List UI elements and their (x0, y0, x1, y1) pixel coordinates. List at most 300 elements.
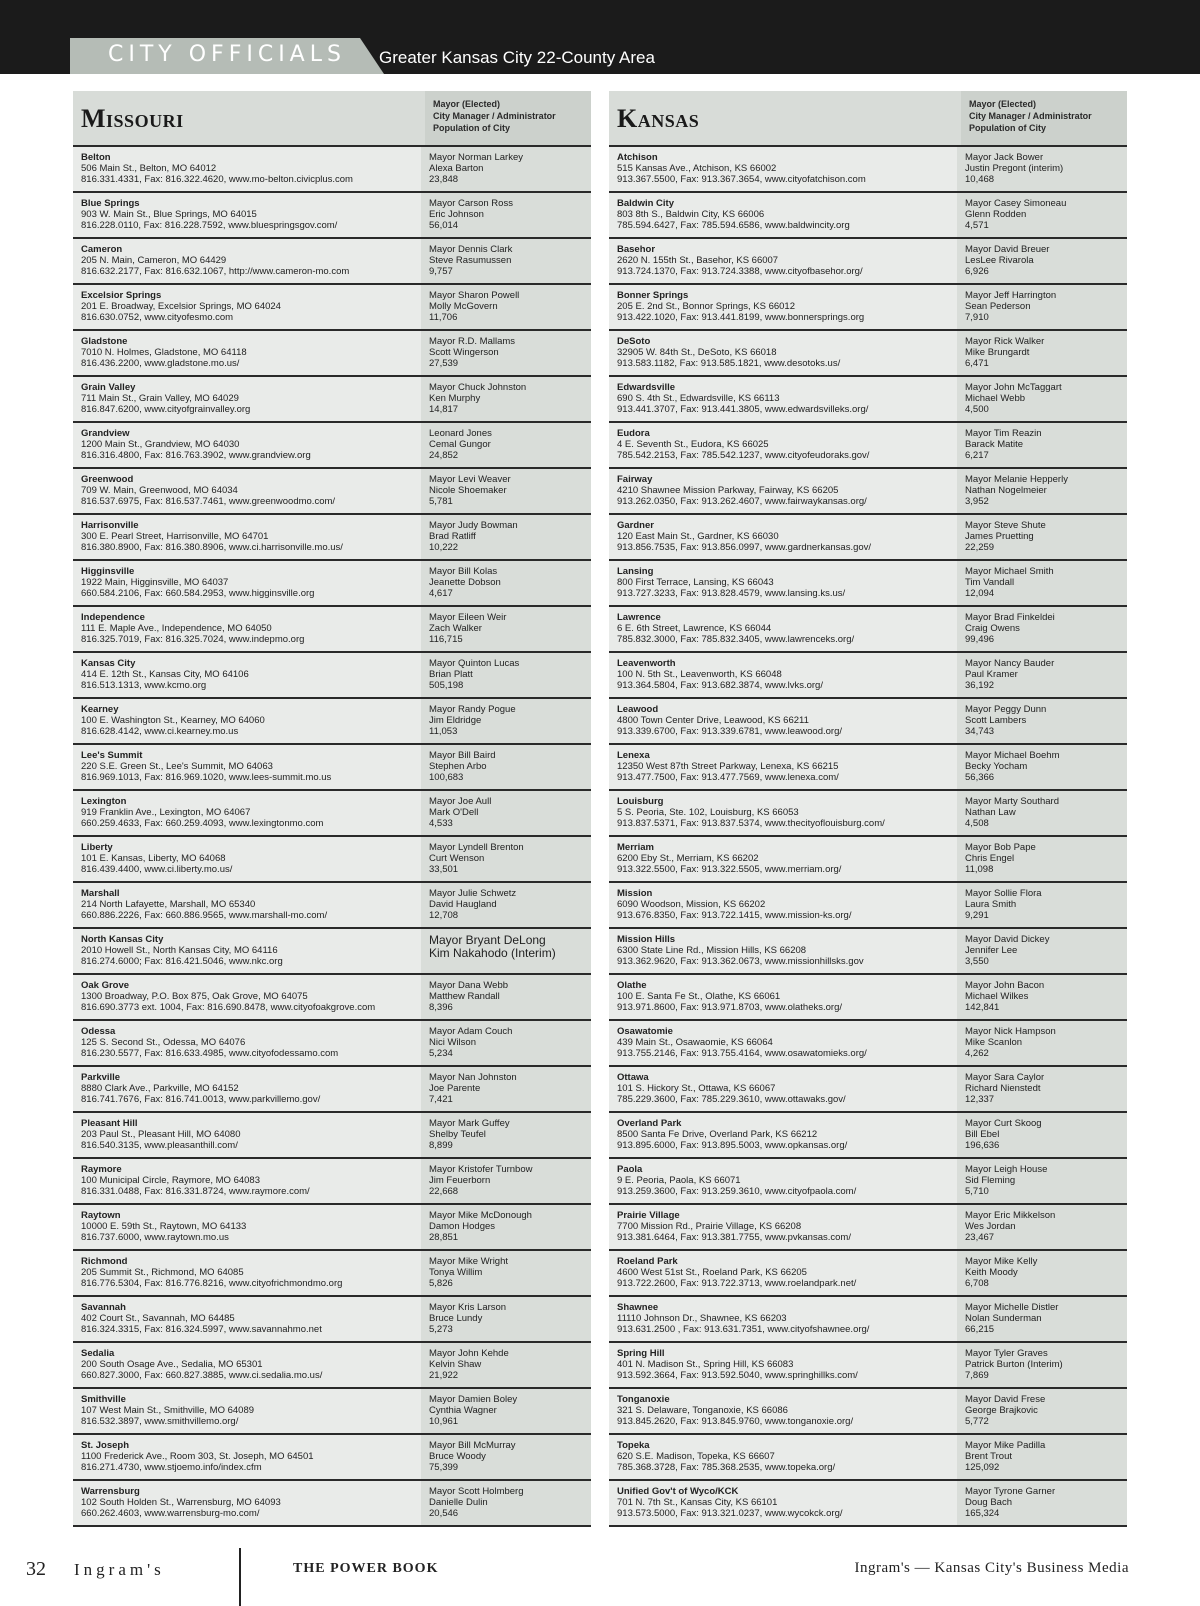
city-name: Harrisonville (81, 520, 139, 531)
column-header-line: Population of City (433, 123, 510, 133)
table-row (609, 1389, 1127, 1435)
mayor-name: Mayor Joe Aull (429, 796, 492, 807)
city-address: 4 E. Seventh St., Eudora, KS 66025 (617, 439, 769, 450)
population-value: 23,467 (965, 1232, 995, 1243)
city-address: 401 N. Madison St., Spring Hill, KS 66083 (617, 1359, 794, 1370)
population-value: 7,910 (965, 312, 989, 323)
city-contact: 913.259.3600, Fax: 913.259.3610, www.cityofpaola.com/ (617, 1186, 857, 1197)
city-info-cell (609, 699, 957, 743)
mayor-name: Mayor Sollie Flora (965, 888, 1042, 899)
city-info-cell (73, 1481, 421, 1525)
population-value: 27,539 (429, 358, 459, 369)
city-info-cell (73, 285, 421, 329)
manager-name: Justin Pregont (interim) (965, 163, 1064, 174)
city-name: Spring Hill (617, 1348, 665, 1359)
population-value: 5,772 (965, 1416, 989, 1427)
mayor-name: Mayor Bill McMurray (429, 1440, 516, 1451)
mayor-name: Mayor David Dickey (965, 934, 1050, 945)
city-info-cell (609, 1297, 957, 1341)
city-contact: 913.755.2146, Fax: 913.755.4164, www.osawatomieks.org/ (617, 1048, 867, 1059)
city-name: Odessa (81, 1026, 116, 1037)
city-address: 8500 Santa Fe Drive, Overland Park, KS 66212 (617, 1129, 818, 1140)
city-address: 690 S. 4th St., Edwardsville, KS 66113 (617, 393, 780, 404)
mayor-name: Mayor Mark Guffey (429, 1118, 510, 1129)
mayor-name: Mayor Brad Finkeldei (965, 612, 1055, 623)
mayor-name: Mayor David Breuer (965, 244, 1050, 255)
city-name: Warrensburg (81, 1486, 140, 1497)
city-address: 100 E. Washington St., Kearney, MO 64060 (81, 715, 265, 726)
city-address: 2010 Howell St., North Kansas City, MO 64116 (81, 945, 278, 956)
city-contact: 660.262.4603, www.warrensburg-mo.com/ (81, 1508, 260, 1519)
mayor-name: Mayor Chuck Johnston (429, 382, 527, 393)
city-contact: 913.339.6700, Fax: 913.339.6781, www.leawood.org/ (617, 726, 842, 737)
table-row (73, 1067, 591, 1113)
manager-name: Michael Wilkes (965, 991, 1029, 1002)
city-info-cell (609, 653, 957, 697)
mayor-name: Mayor R.D. Mallams (429, 336, 516, 347)
city-info-cell (73, 1159, 421, 1203)
officials-cell (957, 1435, 1127, 1479)
manager-name: Wes Jordan (965, 1221, 1016, 1232)
officials-cell (957, 1205, 1127, 1249)
manager-name: Jim Eldridge (429, 715, 482, 726)
manager-name: Laura Smith (965, 899, 1017, 910)
mayor-name: Mayor Melanie Hepperly (965, 474, 1068, 485)
column-header-line: City Manager / Administrator (969, 111, 1092, 121)
city-contact: 660.259.4633, Fax: 660.259.4093, www.lexingtonmo.com (81, 818, 324, 829)
officials-cell (421, 745, 591, 789)
population-value: 24,852 (429, 450, 459, 461)
city-name: Smithville (81, 1394, 126, 1405)
population-value: 125,092 (965, 1462, 1000, 1473)
city-address: 515 Kansas Ave., Atchison, KS 66002 (617, 163, 777, 174)
city-contact: 913.676.8350, Fax: 913.722.1415, www.mission-ks.org/ (617, 910, 852, 921)
city-info-cell (609, 1389, 957, 1433)
manager-name: Mike Scanlon (965, 1037, 1023, 1048)
mayor-name: Mayor Dennis Clark (429, 244, 513, 255)
city-name: DeSoto (617, 336, 651, 347)
population-value: 4,500 (965, 404, 989, 415)
city-address: 4800 Town Center Drive, Leawood, KS 66211 (617, 715, 809, 726)
population-value: 6,217 (965, 450, 989, 461)
city-name: Pleasant Hill (81, 1118, 138, 1129)
city-address: 1922 Main, Higginsville, MO 64037 (81, 577, 229, 588)
manager-name: Matthew Randall (429, 991, 500, 1002)
city-contact: 913.856.7535, Fax: 913.856.0997, www.gardnerkansas.gov/ (617, 542, 872, 553)
table-row (609, 1297, 1127, 1343)
city-name: Liberty (81, 842, 113, 853)
city-name: Leavenworth (617, 658, 676, 669)
table-row (609, 1343, 1127, 1389)
manager-name: Danielle Dulin (429, 1497, 488, 1508)
population-value: 56,014 (429, 220, 459, 231)
city-address: 903 W. Main St., Blue Springs, MO 64015 (81, 209, 257, 220)
manager-name: Brad Ratliff (429, 531, 476, 542)
table-row (609, 1067, 1127, 1113)
column-header (961, 91, 1127, 145)
mayor-name: Mayor Nick Hampson (965, 1026, 1056, 1037)
city-contact: 816.271.4730, www.stjoemo.info/index.cfm (81, 1462, 262, 1473)
population-value: 11,706 (429, 312, 458, 323)
table-row (73, 1205, 591, 1251)
city-name: Atchison (617, 152, 658, 163)
mayor-name: Mayor Carson Ross (429, 198, 513, 209)
table-row (73, 653, 591, 699)
city-address: 321 S. Delaware, Tonganoxie, KS 66086 (617, 1405, 788, 1416)
manager-name: Bruce Lundy (429, 1313, 483, 1324)
city-info-cell (609, 147, 957, 191)
city-info-cell (609, 1343, 957, 1387)
city-name: Lansing (617, 566, 654, 577)
city-address: 6200 Eby St., Merriam, KS 66202 (617, 853, 759, 864)
population-value: 11,098 (965, 864, 994, 875)
officials-cell (421, 1343, 591, 1387)
table-row (609, 883, 1127, 929)
manager-name: Kim Nakahodo (Interim) (429, 946, 556, 960)
city-name: Unified Gov't of Wyco/KCK (617, 1486, 739, 1497)
population-value: 100,683 (429, 772, 464, 783)
officials-cell (421, 975, 591, 1019)
officials-cell (421, 1113, 591, 1157)
table-row (609, 239, 1127, 285)
city-info-cell (609, 791, 957, 835)
officials-cell (421, 1481, 591, 1525)
city-contact: 785.832.3000, Fax: 785.832.3405, www.lawrenceks.org/ (617, 634, 855, 645)
city-name: Louisburg (617, 796, 664, 807)
city-contact: 816.630.0752, www.cityofesmo.com (81, 312, 234, 323)
manager-name: Shelby Teufel (429, 1129, 486, 1140)
footer-divider (239, 1548, 241, 1606)
city-info-cell (73, 929, 421, 973)
population-value: 5,234 (429, 1048, 453, 1059)
city-name: Overland Park (617, 1118, 682, 1129)
manager-name: George Brajkovic (965, 1405, 1038, 1416)
population-value: 10,222 (429, 542, 459, 553)
population-value: 8,396 (429, 1002, 453, 1013)
table-row (73, 515, 591, 561)
city-contact: 913.441.3707, Fax: 913.441.3805, www.edwardsvilleks.org/ (617, 404, 869, 415)
city-contact: 913.971.8600, Fax: 913.971.8703, www.olatheks.org/ (617, 1002, 842, 1013)
city-address: 7700 Mission Rd., Prairie Village, KS 66208 (617, 1221, 802, 1232)
table-row (73, 745, 591, 791)
population-value: 6,708 (965, 1278, 989, 1289)
manager-name: Joe Parente (429, 1083, 481, 1094)
population-value: 12,708 (429, 910, 459, 921)
city-address: 220 S.E. Green St., Lee's Summit, MO 64063 (81, 761, 273, 772)
city-contact: 816.316.4800, Fax: 816.763.3902, www.grandview.org (81, 450, 311, 461)
city-contact: 785.594.6427, Fax: 785.594.6586, www.baldwincity.org (617, 220, 850, 231)
city-info-cell (609, 377, 957, 421)
city-address: 200 South Osage Ave., Sedalia, MO 65301 (81, 1359, 263, 1370)
officials-cell (421, 285, 591, 329)
table-row (609, 1159, 1127, 1205)
city-info-cell (73, 1205, 421, 1249)
city-address: 439 Main St., Osawaomie, KS 66064 (617, 1037, 773, 1048)
officials-cell (421, 653, 591, 697)
manager-name: Alexa Barton (429, 163, 484, 174)
city-name: Baldwin City (617, 198, 675, 209)
manager-name: Stephen Arbo (429, 761, 487, 772)
city-name: Tonganoxie (617, 1394, 670, 1405)
table-row (609, 147, 1127, 193)
city-info-cell (73, 239, 421, 283)
population-value: 23,848 (429, 174, 459, 185)
city-name: Cameron (81, 244, 123, 255)
city-address: 205 Summit St., Richmond, MO 64085 (81, 1267, 244, 1278)
officials-cell (421, 929, 591, 973)
manager-name: Tim Vandall (965, 577, 1015, 588)
city-address: 107 West Main St., Smithville, MO 64089 (81, 1405, 255, 1416)
table-row (73, 791, 591, 837)
officials-cell (421, 193, 591, 237)
city-contact: 913.724.1370, Fax: 913.724.3388, www.cityofbasehor.org/ (617, 266, 863, 277)
city-address: 709 W. Main, Greenwood, MO 64034 (81, 485, 238, 496)
manager-name: Nathan Nogelmeier (965, 485, 1047, 496)
table-row (73, 1343, 591, 1389)
city-info-cell (73, 1389, 421, 1433)
population-value: 4,533 (429, 818, 453, 829)
city-address: 102 South Holden St., Warrensburg, MO 64093 (81, 1497, 281, 1508)
city-address: 1100 Frederick Ave., Room 303, St. Joseph, MO 64501 (81, 1451, 314, 1462)
city-name: Bonner Springs (617, 290, 689, 301)
manager-name: Eric Johnson (429, 209, 484, 220)
city-address: 32905 W. 84th St., DeSoto, KS 66018 (617, 347, 777, 358)
mayor-name: Mayor Michael Smith (965, 566, 1054, 577)
city-address: 9 E. Peoria, Paola, KS 66071 (617, 1175, 741, 1186)
state-title: Kansas (617, 104, 700, 133)
city-info-cell (609, 561, 957, 605)
officials-cell (421, 1067, 591, 1111)
city-info-cell (609, 1205, 957, 1249)
officials-cell (957, 929, 1127, 973)
table-row (609, 699, 1127, 745)
population-value: 9,757 (429, 266, 453, 277)
city-name: Lee's Summit (81, 750, 143, 761)
city-name: Basehor (617, 244, 656, 255)
city-contact: 816.737.6000, www.raytown.mo.us (81, 1232, 229, 1243)
city-address: 803 8th S., Baldwin City, KS 66006 (617, 209, 765, 220)
manager-name: Cynthia Wagner (429, 1405, 497, 1416)
manager-name: LesLee Rivarola (965, 255, 1034, 266)
city-info-cell (609, 285, 957, 329)
city-address: 800 First Terrace, Lansing, KS 66043 (617, 577, 774, 588)
city-name: Savannah (81, 1302, 126, 1313)
table-row (73, 883, 591, 929)
city-name: Grain Valley (81, 382, 136, 393)
city-name: Excelsior Springs (81, 290, 162, 301)
table-row (73, 1113, 591, 1159)
table-row (73, 975, 591, 1021)
page-footer (0, 1548, 1200, 1606)
mayor-name: Mayor Bill Baird (429, 750, 496, 761)
mayor-name: Leonard Jones (429, 428, 492, 439)
officials-cell (421, 515, 591, 559)
city-name: Oak Grove (81, 980, 130, 991)
table-row (609, 377, 1127, 423)
city-contact: 660.827.3000, Fax: 660.827.3885, www.ci.sedalia.mo.us/ (81, 1370, 323, 1381)
city-contact: 816.230.5577, Fax: 816.633.4985, www.cityofodessamo.com (81, 1048, 339, 1059)
manager-name: Craig Owens (965, 623, 1020, 634)
city-name: Marshall (81, 888, 120, 899)
missouri-panel (73, 91, 591, 1527)
city-info-cell (73, 1251, 421, 1295)
city-contact: 816.436.2200, www.gladstone.mo.us/ (81, 358, 240, 369)
table-row (73, 1159, 591, 1205)
city-address: 402 Court St., Savannah, MO 64485 (81, 1313, 235, 1324)
page-number: 32 (26, 1558, 46, 1580)
manager-name: Doug Bach (965, 1497, 1013, 1508)
table-row (609, 1251, 1127, 1297)
officials-cell (957, 975, 1127, 1019)
manager-name: Richard Nienstedt (965, 1083, 1041, 1094)
table-row (609, 331, 1127, 377)
city-name: Kearney (81, 704, 119, 715)
city-info-cell (73, 561, 421, 605)
officials-cell (957, 1481, 1127, 1525)
mayor-name: Mayor Marty Southard (965, 796, 1059, 807)
mayor-name: Mayor Peggy Dunn (965, 704, 1047, 715)
city-name: Roeland Park (617, 1256, 678, 1267)
city-info-cell (73, 331, 421, 375)
population-value: 36,192 (965, 680, 995, 691)
table-row (73, 285, 591, 331)
city-info-cell (73, 975, 421, 1019)
officials-cell (957, 653, 1127, 697)
city-contact: 913.583.1182, Fax: 913.585.1821, www.desotoks.us/ (617, 358, 841, 369)
officials-cell (421, 331, 591, 375)
city-name: Topeka (617, 1440, 650, 1451)
city-contact: 913.895.6000, Fax: 913.895.5003, www.opkansas.org/ (617, 1140, 848, 1151)
city-info-cell (609, 607, 957, 651)
city-contact: 816.847.6200, www.cityofgrainvalley.org (81, 404, 251, 415)
manager-name: Ken Murphy (429, 393, 481, 404)
officials-cell (421, 1251, 591, 1295)
city-info-cell (609, 929, 957, 973)
city-name: Gladstone (81, 336, 128, 347)
city-address: 125 S. Second St., Odessa, MO 64076 (81, 1037, 246, 1048)
population-value: 3,550 (965, 956, 989, 967)
population-value: 20,546 (429, 1508, 459, 1519)
city-address: 205 N. Main, Cameron, MO 64429 (81, 255, 227, 266)
city-contact: 816.228.0110, Fax: 816.228.7592, www.bluespringsgov.com/ (81, 220, 338, 231)
city-name: Osawatomie (617, 1026, 673, 1037)
city-contact: 913.362.9620, Fax: 913.362.0673, www.missionhillsks.gov (617, 956, 864, 967)
officials-cell (421, 1159, 591, 1203)
officials-cell (421, 837, 591, 881)
manager-name: Paul Kramer (965, 669, 1018, 680)
mayor-name: Mayor Jack Bower (965, 152, 1044, 163)
city-address: 506 Main St., Belton, MO 64012 (81, 163, 217, 174)
section-title: CITY OFFICIALS (108, 42, 346, 67)
city-address: 1200 Main St., Grandview, MO 64030 (81, 439, 240, 450)
table-row (609, 607, 1127, 653)
kansas-header (609, 91, 1127, 147)
population-value: 4,617 (429, 588, 453, 599)
city-name: Fairway (617, 474, 653, 485)
mayor-name: Mayor Tim Reazin (965, 428, 1042, 439)
population-value: 165,324 (965, 1508, 1000, 1519)
city-address: 101 S. Hickory St., Ottawa, KS 66067 (617, 1083, 776, 1094)
city-info-cell (73, 699, 421, 743)
city-info-cell (73, 1297, 421, 1341)
city-info-cell (609, 837, 957, 881)
city-contact: 913.631.2500 , Fax: 913.631.7351, www.cityofshawnee.org/ (617, 1324, 870, 1335)
table-row (609, 1205, 1127, 1251)
column-header-line: City Manager / Administrator (433, 111, 556, 121)
table-row (73, 147, 591, 193)
officials-cell (957, 469, 1127, 513)
city-info-cell (609, 745, 957, 789)
city-address: 5 S. Peoria, Ste. 102, Louisburg, KS 66053 (617, 807, 799, 818)
city-contact: 913.364.5804, Fax: 913.682.3874, www.lvks.org/ (617, 680, 823, 691)
mayor-name: Mayor Levi Weaver (429, 474, 511, 485)
table-row (609, 1021, 1127, 1067)
city-address: 101 E. Kansas, Liberty, MO 64068 (81, 853, 226, 864)
manager-name: Nolan Sunderman (965, 1313, 1042, 1324)
mayor-name: Mayor Eric Mikkelson (965, 1210, 1056, 1221)
state-title: Missouri (81, 104, 184, 133)
population-value: 10,468 (965, 174, 995, 185)
officials-cell (957, 331, 1127, 375)
population-value: 116,715 (429, 634, 463, 645)
city-address: 300 E. Pearl Street, Harrisonville, MO 64701 (81, 531, 269, 542)
table-row (73, 1021, 591, 1067)
manager-name: Glenn Rodden (965, 209, 1027, 220)
city-contact: 816.439.4400, www.ci.liberty.mo.us/ (81, 864, 233, 875)
population-value: 34,743 (965, 726, 995, 737)
table-row (73, 423, 591, 469)
officials-cell (957, 1113, 1127, 1157)
manager-name: Damon Hodges (429, 1221, 496, 1232)
city-name: Kansas City (81, 658, 136, 669)
table-row (609, 653, 1127, 699)
officials-cell (957, 1343, 1127, 1387)
manager-name: Nathan Law (965, 807, 1016, 818)
city-address: 6300 State Line Rd., Mission Hills, KS 66208 (617, 945, 807, 956)
table-row (609, 929, 1127, 975)
officials-cell (957, 285, 1127, 329)
mayor-name: Mayor Sharon Powell (429, 290, 520, 301)
city-contact: 660.886.2226, Fax: 660.886.9565, www.marshall-mo.com/ (81, 910, 328, 921)
city-contact: 913.367.5500, Fax: 913.367.3654, www.cityofatchison.com (617, 174, 866, 185)
column-header-line: Mayor (Elected) (969, 99, 1037, 109)
kansas-rows (609, 147, 1127, 1527)
officials-cell (957, 607, 1127, 651)
city-name: Edwardsville (617, 382, 676, 393)
city-name: Raymore (81, 1164, 122, 1175)
city-info-cell (73, 147, 421, 191)
officials-cell (957, 147, 1127, 191)
city-info-cell (609, 239, 957, 283)
mayor-name: Mayor Bob Pape (965, 842, 1036, 853)
officials-cell (957, 745, 1127, 789)
city-name: Merriam (617, 842, 654, 853)
table-row (73, 377, 591, 423)
population-value: 5,273 (429, 1324, 453, 1335)
city-address: 100 N. 5th St., Leavenworth, KS 66048 (617, 669, 782, 680)
table-row (73, 469, 591, 515)
manager-name: Chris Engel (965, 853, 1015, 864)
city-name: Mission (617, 888, 653, 899)
table-row (73, 1435, 591, 1481)
city-info-cell (73, 1067, 421, 1111)
city-contact: 913.837.5371, Fax: 913.837.5374, www.thecityoflouisburg.com/ (617, 818, 885, 829)
city-address: 201 E. Broadway, Excelsior Springs, MO 64024 (81, 301, 281, 312)
table-row (609, 1481, 1127, 1527)
city-name: North Kansas City (81, 934, 164, 945)
city-info-cell (73, 1343, 421, 1387)
officials-cell (421, 423, 591, 467)
